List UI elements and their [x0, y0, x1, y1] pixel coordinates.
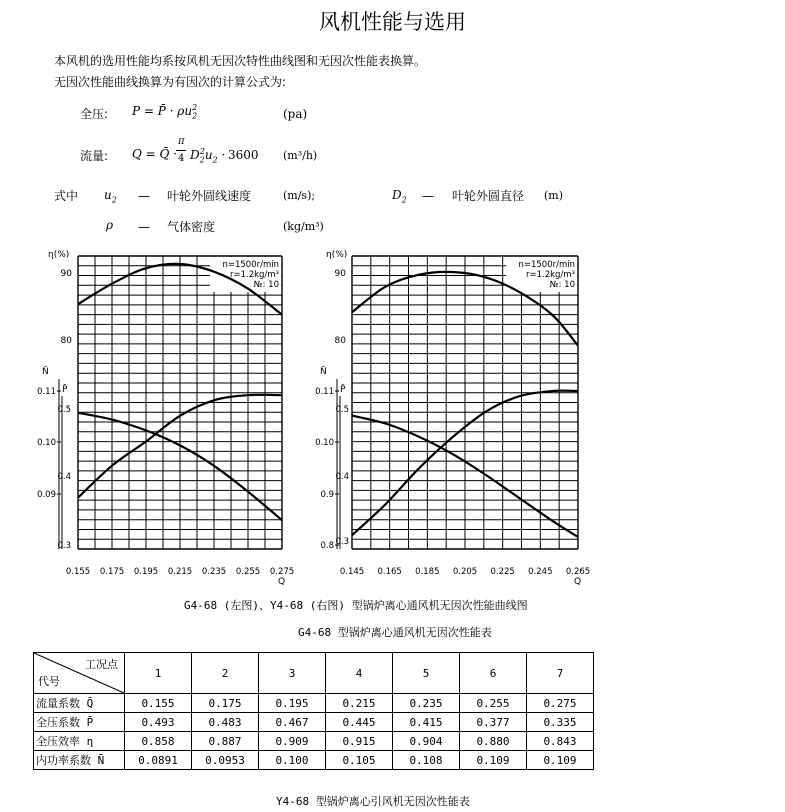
p-tick-label: 0.4 [57, 472, 71, 482]
table-col-header: 7 [527, 653, 594, 694]
p-tick-label: 0.4 [335, 472, 349, 482]
legend-line: n=1500r/min [222, 260, 279, 270]
d2-unit: (m) [544, 189, 564, 202]
intro-line-1: 本风机的选用性能均系按风机无因次特性曲线图和无因次性能表换算。 [54, 54, 427, 68]
table-cell: 0.904 [393, 732, 460, 751]
x-axis-label: Q [278, 577, 286, 587]
table-cell: 0.467 [259, 713, 326, 732]
x-axis-label: Q [574, 577, 582, 587]
x-tick-label: 0.175 [99, 567, 125, 577]
legend-line: №: 10 [253, 280, 279, 290]
table-col-header: 5 [393, 653, 460, 694]
table-cell: 0.235 [393, 694, 460, 713]
x-tick-label: 0.245 [528, 567, 553, 577]
flow-label: 流量: [80, 149, 109, 163]
d2-symbol: $D_2$ [392, 188, 407, 205]
table-title: G4-68 型锅炉离心通风机无因次性能表 [298, 626, 492, 639]
table-row [34, 694, 594, 713]
n-tick-label: 0.10 [315, 438, 334, 448]
legend-line: n=1500r/min [518, 260, 575, 270]
eta-tick-label: 80 [60, 336, 72, 346]
x-tick-label: 0.205 [452, 567, 478, 577]
p-tick-label: 0.5 [335, 405, 349, 415]
eta-tick-label: 90 [334, 269, 346, 279]
legend-line: r=1.2kg/m³ [229, 270, 279, 280]
x-tick-label: 0.225 [490, 567, 515, 577]
p-tick-label: 0.3 [335, 537, 349, 547]
n-tick-label: 0.11 [37, 387, 56, 397]
table-cell: 0.109 [460, 751, 527, 770]
symbols-prefix: 式中 [54, 189, 79, 203]
table-cell: 0.100 [259, 751, 326, 770]
table-cell: 0.105 [326, 751, 393, 770]
corner-bottom-label: 代号 [38, 675, 60, 688]
table-col-header: 2 [192, 653, 259, 694]
table-cell: 0.445 [326, 713, 393, 732]
p-tick-label: 0.5 [57, 405, 71, 415]
chart-left [37, 246, 300, 588]
x-tick-label: 0.255 [235, 567, 261, 577]
n-tick-label: 0.9 [320, 490, 334, 500]
n-axis-label: N̄ [42, 367, 49, 377]
table-cell: 0.858 [125, 732, 192, 751]
u2-desc: 叶轮外圆线速度 [167, 189, 252, 203]
legend-line: №: 10 [549, 280, 575, 290]
table-row [34, 713, 594, 732]
table-cell: 0.155 [125, 694, 192, 713]
x-tick-label: 0.165 [377, 567, 402, 577]
chart-right-svg [315, 246, 591, 588]
table-row [34, 751, 594, 770]
p-axis-label: P̄ [340, 385, 346, 395]
intro-line-2: 无因次性能曲线换算为有因次的计算公式为: [54, 75, 287, 89]
n-tick-label: 0.8 [320, 541, 334, 551]
table-cell: 0.909 [259, 732, 326, 751]
eta-axis-label: η(%) [48, 250, 70, 260]
flow-unit: (m³/h) [283, 149, 318, 162]
row-label: 全压系数 P̄ [34, 713, 125, 732]
table-cell: 0.880 [460, 732, 527, 751]
table-cell: 0.175 [192, 694, 259, 713]
x-tick-label: 0.235 [201, 567, 227, 577]
pressure-formula: P = P̄ · $\rho u_2^2$ [132, 103, 198, 121]
table-cell: 0.377 [460, 713, 527, 732]
table-cell: 0.843 [527, 732, 594, 751]
row-label: 流量系数 Q̄ [34, 694, 125, 713]
chart-right [315, 246, 591, 588]
table-cell: 0.108 [393, 751, 460, 770]
table-cell: 0.255 [460, 694, 527, 713]
row-label: 全压效率 η [34, 732, 125, 751]
u2-unit: (m/s); [283, 189, 316, 202]
n-tick-label: 0.11 [315, 387, 334, 397]
x-tick-label: 0.145 [339, 567, 365, 577]
corner-top-label: 工况点 [85, 658, 118, 671]
legend-line: r=1.2kg/m³ [525, 270, 575, 280]
p-tick-label: 0.3 [57, 541, 71, 551]
table-cell: 0.275 [527, 694, 594, 713]
table-cell: 0.0891 [125, 751, 192, 770]
table-cell: 0.215 [326, 694, 393, 713]
chart-left-svg [37, 246, 300, 588]
table-cell: 0.483 [192, 713, 259, 732]
u2-dash: — [138, 189, 150, 203]
p-axis-label: P̄ [62, 385, 68, 395]
row-label: 内功率系数 N̄ [34, 751, 125, 770]
bottom-title: Y4-68 型锅炉离心引风机无因次性能表 [276, 795, 470, 808]
pressure-unit: (pa) [283, 107, 308, 121]
performance-table [33, 652, 594, 770]
eta-tick-label: 90 [60, 269, 72, 279]
u2-symbol: $u_2$ [104, 188, 117, 205]
table-col-header: 6 [460, 653, 527, 694]
table-col-header: 4 [326, 653, 393, 694]
table-cell: 0.887 [192, 732, 259, 751]
n-axis-label: N̄ [320, 367, 327, 377]
n-tick-label: 0.09 [37, 490, 56, 500]
d2-dash: — [422, 189, 434, 203]
table-cell: 0.335 [527, 713, 594, 732]
rho-unit: (kg/m³) [283, 220, 324, 233]
rho-dash: — [138, 220, 150, 234]
flow-factor: 3600 [228, 148, 259, 162]
table-cell: 0.415 [393, 713, 460, 732]
table-cell: 0.0953 [192, 751, 259, 770]
table-cell: 0.195 [259, 694, 326, 713]
x-tick-label: 0.275 [269, 567, 295, 577]
table-corner-cell [34, 653, 125, 694]
eta-axis-label: η(%) [326, 250, 348, 260]
table-col-header: 1 [125, 653, 192, 694]
table-col-header: 3 [259, 653, 326, 694]
d2-desc: 叶轮外圆直径 [452, 189, 525, 203]
n-tick-label: 0.10 [37, 438, 56, 448]
pressure-label: 全压: [80, 107, 109, 121]
charts-caption: G4-68 (左图)、Y4-68 (右图) 型锅炉离心通风机无因次性能曲线图 [184, 599, 528, 612]
table-cell: 0.915 [326, 732, 393, 751]
x-tick-label: 0.155 [65, 567, 91, 577]
rho-desc: 气体密度 [167, 220, 216, 234]
page-title: 风机性能与选用 [319, 10, 466, 34]
eta-tick-label: 80 [334, 336, 346, 346]
x-tick-label: 0.195 [133, 567, 159, 577]
table-row [34, 732, 594, 751]
x-tick-label: 0.215 [167, 567, 193, 577]
table-cell: 0.109 [527, 751, 594, 770]
x-tick-label: 0.265 [565, 567, 591, 577]
table-cell: 0.493 [125, 713, 192, 732]
x-tick-label: 0.185 [415, 567, 440, 577]
rho-symbol: ρ [106, 218, 114, 232]
